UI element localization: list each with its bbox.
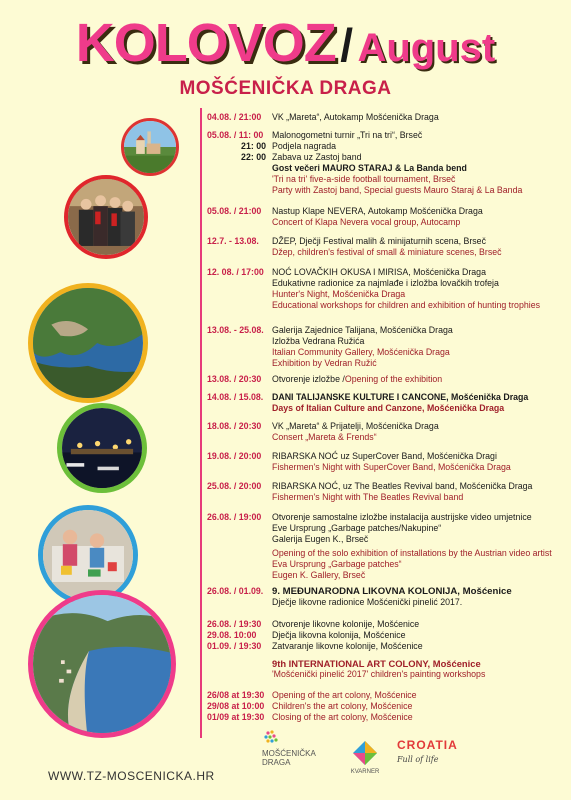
event-ursprung-exhibition [207, 512, 567, 581]
event-fishermen-supercover [207, 451, 567, 473]
event-text: Podjela nagrada [272, 141, 337, 151]
schedule-row [207, 630, 567, 641]
event-text: 9. MEĐUNARODNA LIKOVNA KOLONIJA, Mošćenice [272, 586, 512, 597]
event-text: Gost večeri MAURO STARAJ & La Banda bend [272, 163, 467, 173]
event-time: 22: 00 [241, 152, 266, 162]
logo-moscenicka-draga [262, 730, 326, 780]
event-date: 12.7. - 13.08. [207, 236, 259, 246]
event-text: NOĆ LOVAČKIH OKUSA I MIRISA, Mošćenička Draga [272, 267, 486, 277]
event-english: Opening of the art colony, Mošćenice [272, 690, 417, 700]
dots-logo-icon [262, 730, 282, 748]
event-date: 18.08. / 20:30 [207, 421, 262, 431]
photo-coastline-aerial [28, 283, 148, 403]
event-text: Edukativne radionice za najmlađe i izložba lovačkih trofeja [272, 278, 499, 288]
event-date: 26.08. / 19:30 [207, 619, 262, 629]
website-link[interactable]: WWW.TZ-MOSCENICKA.HR [48, 769, 215, 783]
event-english: Fishermen's Night with The Beatles Revival band [272, 492, 464, 502]
event-text: Zabava uz Zastoj band [272, 152, 362, 162]
logo-croatia [397, 738, 457, 783]
event-english: Consert „Mareta & Frends“ [272, 432, 377, 442]
event-art-colony [207, 586, 567, 608]
event-english: Exhibition by Vedran Ružić [272, 358, 377, 368]
logo-kvarner-text: KVARNER [350, 769, 380, 775]
event-date: 26/08 at 19:30 [207, 690, 265, 700]
event-04-08 [207, 112, 567, 123]
event-date: 01.09. / 19:30 [207, 641, 262, 651]
event-text: RIBARSKA NOĆ, uz The Beatles Revival band, Mošćenička Draga [272, 481, 533, 491]
event-date: 04.08. / 21:00 [207, 112, 262, 122]
event-text: Otvorenje samostalne izložbe instalacija austrijske video umjetnice [272, 512, 532, 522]
event-colony-english-title [207, 658, 567, 680]
event-english: Džep, children's festival of small & miniature scenes, Brseč [272, 247, 502, 257]
event-date: 05.08. / 11: 00 [207, 130, 264, 140]
event-text: Izložba Vedrana Ružića [272, 336, 365, 346]
event-date: 01/09 at 19:30 [207, 712, 265, 722]
schedule-row [207, 701, 567, 712]
event-english: Italian Community Gallery, Mošćenička Draga [272, 347, 450, 357]
event-text: Nastup Klape NEVERA, Autokamp Mošćenička Draga [272, 206, 483, 216]
event-italian-gallery [207, 325, 567, 369]
title-main: KOLOVOZ [75, 13, 336, 73]
event-text: Eve Ursprung „Garbage patches/Nakupine“ [272, 523, 442, 533]
header [0, 0, 571, 105]
event-fishermen-beatles [207, 481, 567, 503]
schedule-row [207, 619, 567, 630]
photo-klapa-singers [64, 175, 148, 259]
event-mareta-friends [207, 421, 567, 443]
event-05-08-football [207, 130, 567, 196]
event-date: 26.08. / 19:00 [207, 512, 262, 522]
logo-text-line1: MOŠĆENIČKA [262, 749, 316, 758]
event-english: Concert of Klapa Nevera vocal group, Autocamp [272, 217, 461, 227]
event-english: Children's the art colony, Mošćenice [272, 701, 413, 711]
event-date: 13.08. / 20:30 [207, 374, 262, 384]
title-slash: / [340, 19, 353, 71]
event-date: 29/08 at 10:00 [207, 701, 265, 711]
event-english: Hunter's Night, Mošćenička Draga [272, 289, 406, 299]
event-text: RIBARSKA NOĆ uz SuperCover Band, Mošćenička Dragi [272, 451, 497, 461]
event-english: 'Tri na tri' five-a-side football tournament, Brseč [272, 174, 456, 184]
event-italian-culture [207, 392, 567, 414]
event-date: 05.08. / 21:00 [207, 206, 262, 216]
event-text: DANI TALIJANSKE KULTURE I CANCONE, Mošćenička Draga [272, 392, 529, 402]
event-text: Galerija Zajednice Talijana, Mošćenička Draga [272, 325, 453, 335]
event-date: 13.08. - 25.08. [207, 325, 264, 335]
event-text: Malonogometni turnir „Tri na tri“, Brseč [272, 130, 423, 140]
event-english: Days of Italian Culture and Canzone, Mošćenička Draga [272, 403, 505, 413]
event-05-08-klapa [207, 206, 567, 228]
event-english: Opening of the solo exhibition of installations by the Austrian video artist [272, 548, 552, 558]
schedule-row [207, 690, 567, 701]
event-dzep [207, 236, 567, 258]
event-text: Otvorenje izložbe / [272, 374, 345, 384]
event-colony-schedule-hr [207, 619, 567, 652]
event-english: Opening of the exhibition [344, 374, 443, 384]
schedule-row [207, 712, 567, 723]
event-english: Closing of the art colony, Mošćenice [272, 712, 413, 722]
timeline-line [200, 108, 202, 738]
event-english: 'Mošćenički pinelić 2017' children's painting workshops [272, 669, 486, 679]
title-english: August [357, 26, 496, 70]
event-time: 21: 00 [241, 141, 266, 151]
event-text: DŽEP, Dječji Festival malih & minijaturnih scena, Brseč [272, 236, 486, 246]
event-date: 19.08. / 20:00 [207, 451, 262, 461]
event-english: 9th INTERNATIONAL ART COLONY, Mošćenice [272, 658, 481, 669]
event-date: 26.08. / 01.09. [207, 586, 264, 596]
event-date: 29.08. 10:00 [207, 630, 257, 640]
event-english: Party with Zastoj band, Special guests Mauro Staraj & La Banda [272, 185, 523, 195]
photo-bay-panorama [28, 590, 176, 738]
event-english: Eva Ursprung „Garbage patches“ [272, 559, 402, 569]
event-english: Fishermen's Night with SuperCover Band, Mošćenička Draga [272, 462, 511, 472]
event-text: Galerija Eugen K., Brseč [272, 534, 369, 544]
photo-night-harbor [57, 403, 147, 493]
schedule-row [207, 641, 567, 652]
event-date: 25.08. / 20:00 [207, 481, 262, 491]
logo-kvarner [345, 740, 385, 785]
logo-text-line2: DRAGA [262, 758, 291, 767]
event-text: VK „Mareta“, Autokamp Mošćenička Draga [272, 112, 439, 122]
photo-town-church [121, 118, 179, 176]
event-text: Dječja likovna kolonija, Mošćenice [272, 630, 406, 640]
logo-croatia-slogan: Full of life [397, 755, 439, 764]
event-hunters-night [207, 267, 567, 311]
kvarner-logo-icon [352, 740, 378, 766]
event-exhibition-opening [207, 374, 567, 385]
event-text: Zatvaranje likovne kolonije, Mošćenice [272, 641, 423, 651]
page-title [0, 12, 571, 74]
event-text: Dječje likovne radionice Mošćenički pinelić 2017. [272, 597, 463, 607]
event-date: 12. 08. / 17:00 [207, 267, 264, 277]
subtitle: MOŠĆENIČKA DRAGA [179, 78, 392, 99]
event-colony-schedule-en [207, 690, 567, 723]
event-text: VK „Mareta“ & Prijatelji, Mošćenička Draga [272, 421, 439, 431]
event-english: Eugen K. Gallery, Brseč [272, 570, 366, 580]
event-text: Otvorenje likovne kolonije, Mošćenice [272, 619, 420, 629]
event-date: 14.08. / 15.08. [207, 392, 264, 402]
event-english: Educational workshops for children and exhibition of hunting trophies [272, 300, 540, 310]
logo-croatia-text: CROATIA [397, 738, 458, 752]
photo-art-workshop [38, 505, 138, 605]
